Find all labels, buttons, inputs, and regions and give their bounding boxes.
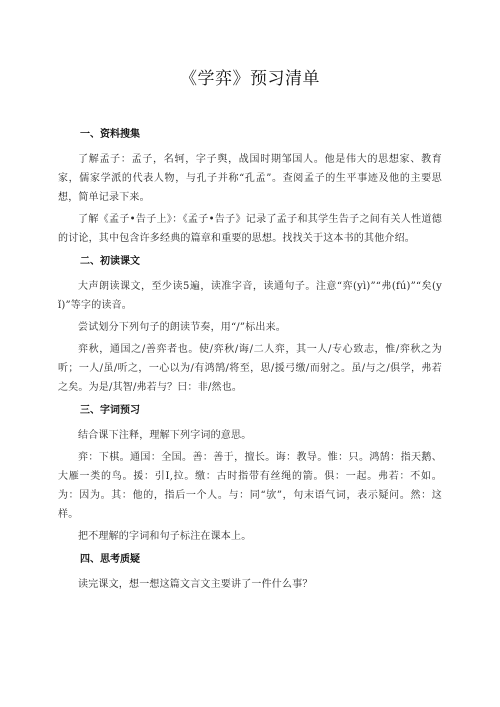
section-materials bbox=[58, 127, 442, 248]
section-heading: 三、字词预习 bbox=[80, 405, 140, 416]
section-heading: 四、思考质疑 bbox=[80, 554, 140, 565]
section-first-reading bbox=[58, 254, 442, 397]
paragraph: 把不理解的字词和句子标注在课本上。 bbox=[78, 531, 252, 542]
paragraph: 尝试划分下列句子的朗读节奏，用“/”标出来。 bbox=[78, 322, 286, 333]
paragraph: 弈秋，通国之/善弈者也。使/弈秋/诲/二人弈，其一人/专心致志，惟/弈秋之为听；一人/虽/听之，一心以为/有鸿鹄/将至，思/援弓缴/而射之。虽/与之/俱学，弗若之矣。为是/其智/弗若与？曰：非/然也。 bbox=[58, 344, 442, 393]
paragraph: 了解《孟子•告子上》：《孟子•告子》记录了孟子和其学生告子之间有关人性道德的讨论，其中包含许多经典的篇章和重要的思想。找找关于这本书的其他介绍。 bbox=[58, 214, 442, 244]
paragraph: 大声朗读课文，至少读5遍，读准字音，读通句子。注意“弈(yì)”“弗(fú)”“矣(yǐ)”等字的读音。 bbox=[58, 281, 442, 311]
section-heading: 一、资料搜集 bbox=[80, 129, 140, 140]
paragraph: 读完课文，想一想这篇文言文主要讲了一件什么事？ bbox=[78, 579, 313, 590]
section-questions bbox=[58, 552, 442, 594]
document-title: 《学弈》预习清单 bbox=[180, 69, 320, 89]
paragraph: 弈：下棋。通国：全国。善：善于，擅长。诲：教导。惟：只。鸿鹄：指天鹅、大雁一类的鸟。援：引I,拉。缴：古时指带有丝绳的箭。俱：一起。弗若：不如。为：因为。其：他的，指后一个人。与：同“欤”，句末语气词，表示疑问。然：这样。 bbox=[58, 452, 442, 520]
section-heading: 二、初读课文 bbox=[80, 256, 140, 267]
paragraph: 结合课下注释，理解下列字词的意思。 bbox=[78, 430, 252, 441]
paragraph: 了解孟子：孟子，名轲，字子舆，战国时期邹国人。他是伟大的思想家、教育家，儒家学派的代表人物，与孔子并称“孔孟”。查阅孟子的生平事迹及他的主要思想，简单记录下来。 bbox=[58, 154, 442, 203]
section-vocabulary bbox=[58, 403, 442, 546]
